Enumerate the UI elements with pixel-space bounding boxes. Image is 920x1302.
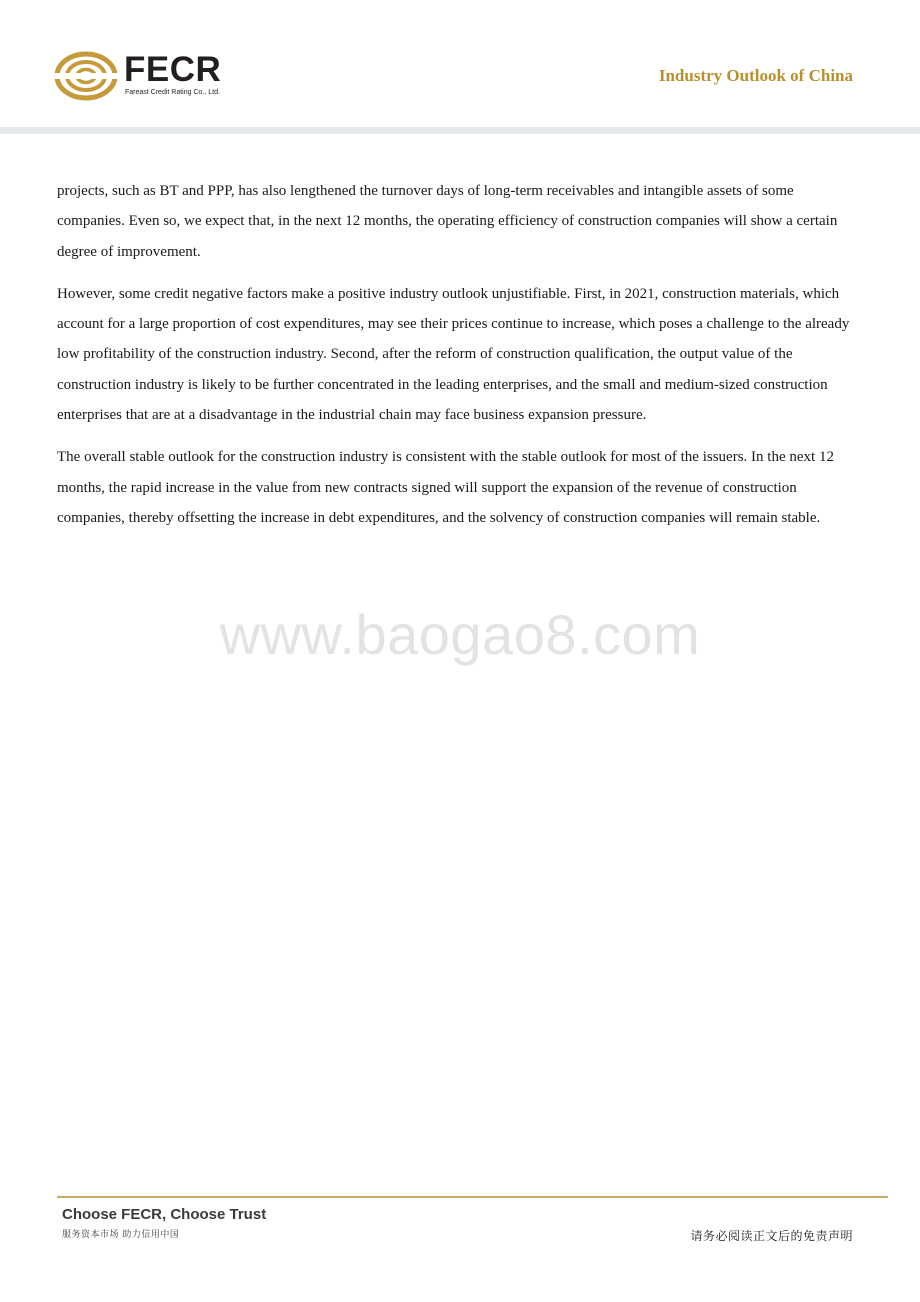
header-divider-band (0, 127, 920, 134)
watermark-text: www.baogao8.com (219, 603, 701, 666)
footer-slogan: Choose FECR, Choose Trust (62, 1206, 267, 1223)
footer-divider (57, 1196, 888, 1198)
footer-disclaimer: 请务必阅读正文后的免责声明 (690, 1229, 853, 1243)
logo-name: FECR (124, 50, 222, 89)
footer-slogan-chinese: 服务资本市场 助力信用中国 (62, 1230, 180, 1240)
logo-subtitle: Fareast Credit Rating Co., Ltd. (125, 89, 220, 96)
body-paragraph: projects, such as BT and PPP, has also lengthened the turnover days of long-term receivables and intangible assets of some companies. Even so, we expect that, in the next 12 months, the operating efficiency of construction companies will show a certain degree of improvement. (57, 183, 838, 260)
fecr-logo-icon (54, 50, 118, 102)
report-title: Industry Outlook of China (658, 66, 853, 85)
report-body (57, 176, 863, 545)
body-paragraph: The overall stable outlook for the construction industry is consistent with the stable outlook for most of the issuers. In the next 12 months, the rapid increase in the value from new contracts signed will support the expansion of the revenue of construction companies, thereby offsetting the increase in debt expenditures, and the solvency of construction companies will remain stable. (57, 449, 834, 526)
body-paragraph: However, some credit negative factors make a positive industry outlook unjustifiable. First, in 2021, construction materials, which account for a large proportion of cost expenditures, may see their prices continue to increase, which poses a challenge to the already low profitability of the construction industry. Second, after the reform of construction qualification, the output value of the construction industry is likely to be further concentrated in the leading enterprises, and the small and medium-sized construction enterprises that are at a disadvantage in the industrial chain may face business expansion pressure. (57, 285, 850, 424)
company-logo (54, 50, 254, 106)
page-header (0, 0, 920, 128)
